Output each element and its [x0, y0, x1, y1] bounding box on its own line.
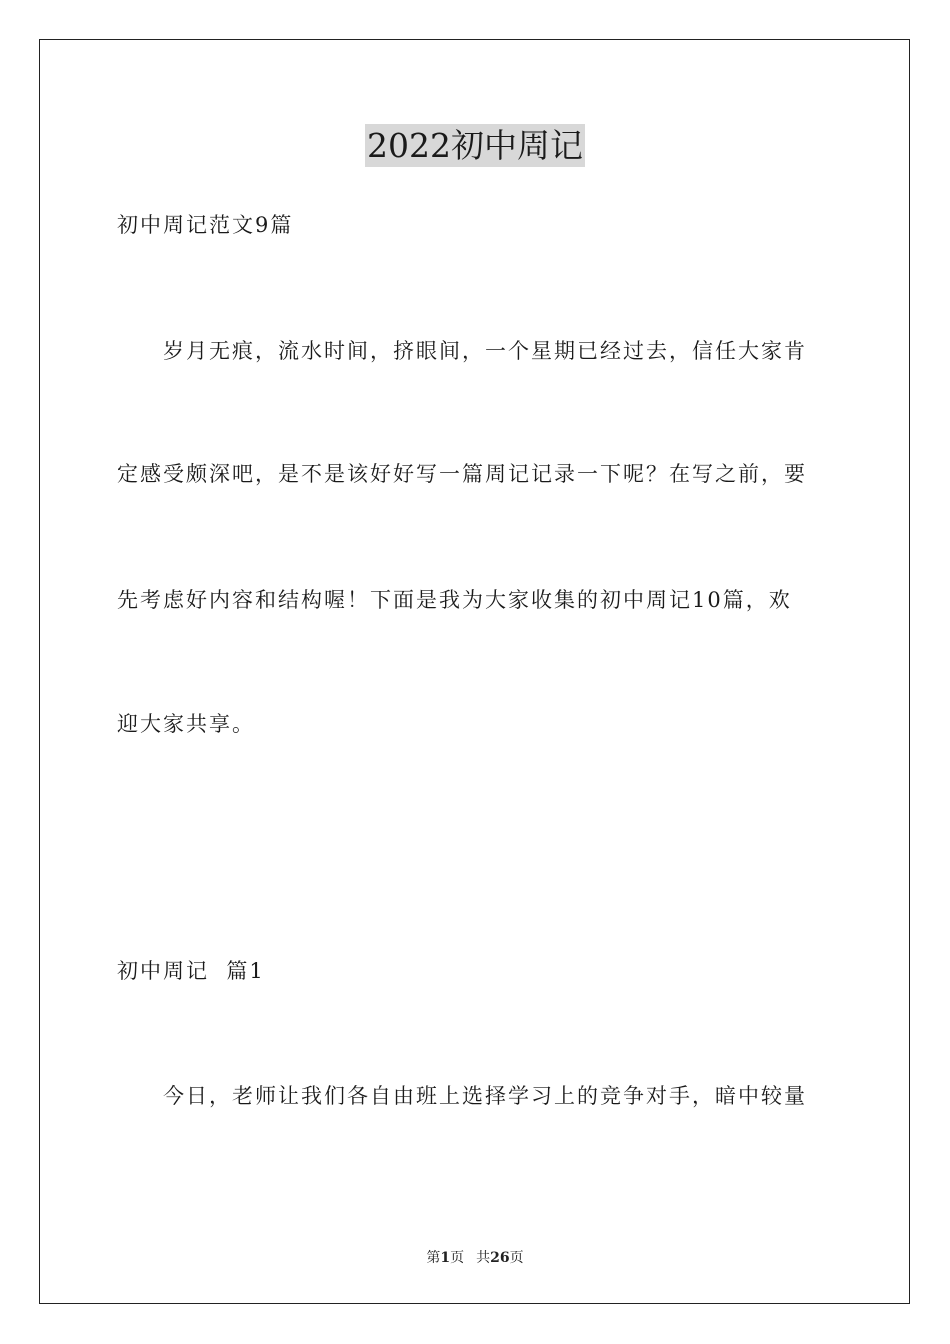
page-footer — [0, 1248, 950, 1268]
section-heading: 初中周记 篇1 — [117, 959, 265, 983]
footer-page-suffix: 页 — [450, 1250, 465, 1266]
section-line-1: 今日，老师让我们各自由班上选择学习上的竞争对手，暗中较量 — [163, 1084, 807, 1108]
document-title — [0, 122, 950, 170]
footer-total-pages: 26 — [490, 1250, 510, 1266]
intro-line-3: 先考虑好内容和结构喔！下面是我为大家收集的初中周记10篇，欢 — [117, 588, 792, 612]
footer-page-number: 1 — [440, 1250, 451, 1266]
footer-page-prefix: 第 — [426, 1250, 441, 1266]
footer-total-prefix: 共 — [476, 1250, 491, 1266]
intro-line-2: 定感受颇深吧，是不是该好好写一篇周记记录一下呢？在写之前，要 — [117, 462, 807, 486]
intro-line-1: 岁月无痕，流水时间，挤眼间，一个星期已经过去，信任大家肯 — [163, 339, 807, 363]
intro-line-4: 迎大家共享。 — [117, 712, 255, 736]
footer-total-suffix: 页 — [509, 1250, 524, 1266]
document-title-text: 2022初中周记 — [367, 126, 583, 165]
document-subtitle: 初中周记范文9篇 — [117, 213, 294, 237]
